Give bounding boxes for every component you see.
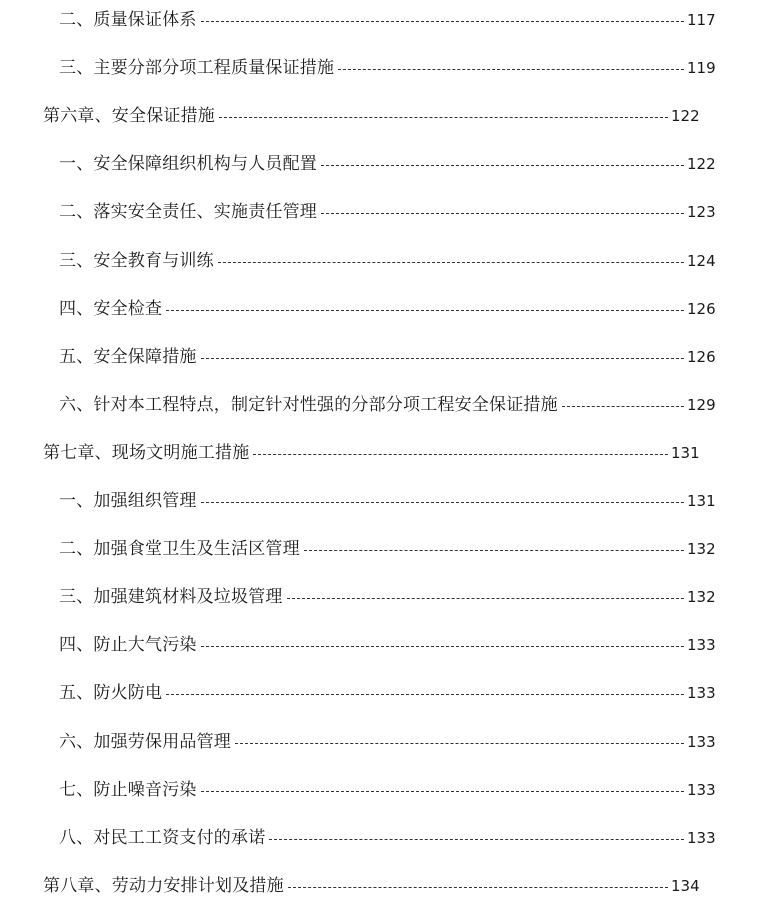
toc-entry-title: 三、安全教育与训练 [59,250,214,271]
toc-entry-page: 124 [687,251,716,270]
toc-leader-dots [218,261,684,263]
toc-entry-page: 133 [687,732,716,751]
toc-entry-page: 126 [687,299,716,318]
toc-entry-air-pollution[interactable] [0,630,768,660]
toc-leader-dots [304,549,684,551]
toc-chapter-8[interactable] [0,871,752,901]
toc-leader-dots [321,164,684,166]
toc-entry-page: 134 [671,876,700,895]
toc-entry-quality-system[interactable] [0,5,768,35]
toc-entry-title: 八、对民工工资支付的承诺 [59,827,266,848]
toc-entry-page: 132 [687,588,716,607]
toc-entry-title: 七、防止噪音污染 [59,779,197,800]
toc-leader-dots [201,501,684,503]
toc-entry-title: 六、加强劳保用品管理 [59,731,231,752]
toc-leader-dots [166,693,684,695]
toc-entry-title: 第六章、安全保证措施 [43,106,215,127]
toc-entry-materials-waste[interactable] [0,582,768,612]
toc-entry-page: 129 [687,395,716,414]
toc-entry-title: 第八章、劳动力安排计划及措施 [43,875,284,896]
toc-leader-dots [219,116,668,118]
toc-entry-page: 122 [671,107,700,126]
toc-entry-title: 一、加强组织管理 [59,491,197,511]
toc-leader-dots [288,886,668,888]
toc-entry-wage-commitment[interactable] [0,823,768,853]
toc-entry-page: 133 [687,636,716,655]
toc-leader-dots [201,357,684,359]
toc-entry-title: 四、防止大气污染 [59,635,197,656]
toc-leader-dots [201,20,684,22]
toc-entry-title: 三、主要分部分项工程质量保证措施 [59,58,335,79]
toc-leader-dots [287,597,684,599]
toc-leader-dots [201,645,684,647]
toc-entry-page: 132 [687,540,716,559]
toc-entry-canteen-management[interactable] [0,534,768,564]
toc-leader-dots [338,68,684,70]
toc-entry-safety-inspection[interactable] [0,294,768,324]
toc-entry-title: 四、安全检查 [59,298,163,319]
toc-entry-title: 一、安全保障组织机构与人员配置 [59,154,317,175]
toc-entry-page: 126 [687,347,716,366]
toc-leader-dots [201,790,684,792]
toc-leader-dots [321,212,684,214]
toc-entry-title: 五、安全保障措施 [59,346,197,367]
toc-entry-page: 131 [687,492,716,510]
toc-leader-dots [562,405,684,407]
toc-entry-page: 133 [687,684,716,703]
toc-entry-title: 二、加强食堂卫生及生活区管理 [59,539,300,560]
toc-entry-page: 133 [687,780,716,799]
toc-leader-dots [269,838,684,840]
toc-entry-page: 131 [671,443,700,462]
toc-entry-page: 117 [687,11,716,29]
toc-entry-title: 二、质量保证体系 [59,10,197,30]
toc-entry-safety-measures[interactable] [0,342,768,372]
toc-entry-noise-pollution[interactable] [0,775,768,805]
toc-entry-title: 六、针对本工程特点，制定针对性强的分部分项工程安全保证措施 [59,394,558,415]
toc-leader-dots [166,309,684,311]
toc-entry-title: 第七章、现场文明施工措施 [43,442,250,463]
toc-entry-page: 122 [687,155,716,174]
toc-entry-fire-electric[interactable] [0,678,768,708]
toc-entry-title: 三、加强建筑材料及垃圾管理 [59,587,283,608]
toc-chapter-6[interactable] [0,101,752,131]
toc-entry-page: 123 [687,203,716,222]
toc-entry-protective-gear[interactable] [0,727,768,757]
toc-entry-quality-measures[interactable] [0,53,768,83]
toc-entry-title: 五、防火防电 [59,683,163,704]
toc-entry-page: 119 [687,59,716,78]
toc-entry-targeted-safety-measures[interactable] [0,390,768,420]
toc-entry-safety-education[interactable] [0,246,768,276]
toc-entry-title: 二、落实安全责任、实施责任管理 [59,202,317,223]
toc-entry-page: 133 [687,828,716,847]
toc-chapter-7[interactable] [0,438,752,468]
toc-leader-dots [253,453,668,455]
toc-entry-safety-responsibility[interactable] [0,197,768,227]
toc-entry-safety-organization[interactable] [0,149,768,179]
toc-entry-organization-management[interactable] [0,486,768,516]
toc-leader-dots [235,742,684,744]
